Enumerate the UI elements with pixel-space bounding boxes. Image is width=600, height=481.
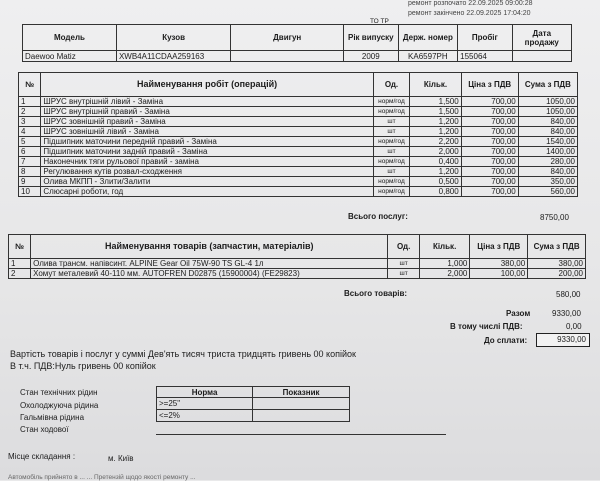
table-cell: 1,200 — [410, 127, 461, 137]
table-cell: шт — [388, 259, 420, 269]
works-header-cell: Найменування робіт (операцій) — [41, 73, 373, 97]
table-cell: 2,200 — [410, 137, 461, 147]
table-cell: 0,400 — [410, 157, 461, 167]
table-row — [19, 167, 578, 177]
vehicle-table — [22, 24, 572, 62]
tech-norm-cell: <=2% — [157, 410, 253, 422]
table-row — [19, 97, 578, 107]
table-cell: 700,00 — [461, 187, 518, 197]
table-cell: 1,500 — [410, 107, 461, 117]
place-value: м. Київ — [108, 454, 134, 463]
amount-words: Вартість товарів і послуг у суммі Дев'ять тисяч триста тридцять гривень 00 копійок — [10, 349, 356, 359]
tech-header-row — [157, 387, 350, 398]
vat-value: 0,00 — [566, 322, 582, 331]
table-cell: 5 — [19, 137, 41, 147]
tech-ind-cell — [253, 410, 350, 422]
table-cell: 2 — [9, 269, 31, 279]
table-cell: ШРУС зовнішній лівий - Заміна — [41, 127, 373, 137]
goods-header-cell: Кільк. — [419, 235, 469, 259]
vehicle-header-cell: Модель — [23, 25, 117, 51]
works-header-cell: Сума з ПДВ — [518, 73, 577, 97]
table-cell: шт — [373, 147, 410, 157]
tech-table — [156, 386, 350, 422]
table-cell: Слюсарні роботи, год — [41, 187, 373, 197]
table-cell: 8 — [19, 167, 41, 177]
vehicle-header-cell: Рік випуску — [344, 25, 399, 51]
table-cell: Регулювання кутів розвал-сходження — [41, 167, 373, 177]
vehicle-cell: 2009 — [344, 51, 399, 62]
vehicle-cell: 155064 — [458, 51, 512, 62]
table-cell: 1540,00 — [518, 137, 577, 147]
table-row — [19, 107, 578, 117]
table-cell: норм/год — [373, 97, 410, 107]
tech-title: Стан технічних рідин — [20, 388, 98, 397]
table-cell: 350,00 — [518, 177, 577, 187]
table-cell: шт — [373, 117, 410, 127]
goods-header-cell: Ціна з ПДВ — [470, 235, 528, 259]
table-cell: ШРУС внутрішній правий - Заміна — [41, 107, 373, 117]
table-cell: 1400,00 — [518, 147, 577, 157]
table-cell: 1,000 — [419, 259, 469, 269]
tech-row — [157, 398, 350, 410]
goods-header-cell: Сума з ПДВ — [528, 235, 586, 259]
works-total-value: 8750,00 — [540, 213, 569, 222]
table-cell: 1050,00 — [518, 107, 577, 117]
table-cell: 700,00 — [461, 157, 518, 167]
works-header-cell: Од. — [373, 73, 410, 97]
tech-row-label: Гальмівна рідина — [20, 413, 85, 422]
table-cell: 700,00 — [461, 107, 518, 117]
table-row — [19, 137, 578, 147]
razom-value: 9330,00 — [552, 309, 581, 318]
tech-row — [157, 410, 350, 422]
table-cell: 100,00 — [470, 269, 528, 279]
table-cell: 700,00 — [461, 147, 518, 157]
vehicle-header-cell: Дата продажу — [512, 25, 571, 51]
table-cell: 1,200 — [410, 167, 461, 177]
vehicle-header-cell: Пробіг — [458, 25, 512, 51]
goods-total-value: 580,00 — [556, 290, 581, 299]
vehicle-header-cell: Двигун — [231, 25, 344, 51]
table-cell: Підшипник маточини задній правий - Заміна — [41, 147, 373, 157]
tech-norm-cell: >=25" — [157, 398, 253, 410]
to-tr-label: ТО ТР — [370, 18, 389, 25]
vehicle-data-row — [23, 51, 572, 62]
table-cell: ШРУС внутрішній лівий - Заміна — [41, 97, 373, 107]
goods-header-row — [9, 235, 586, 259]
works-header-cell: № — [19, 73, 41, 97]
table-cell: 700,00 — [461, 177, 518, 187]
table-cell: 380,00 — [528, 259, 586, 269]
table-cell: ШРУС зовнішній правий - Заміна — [41, 117, 373, 127]
table-cell: 1 — [19, 97, 41, 107]
tech-ind-cell — [253, 398, 350, 410]
goods-table — [8, 234, 586, 279]
bottom-cut-text: Автомобіль прийнято в ... ... Претензій щодо якості ремонту ... — [8, 474, 196, 481]
table-row — [19, 187, 578, 197]
table-cell: норм/год — [373, 137, 410, 147]
table-cell: 2,000 — [419, 269, 469, 279]
table-cell: 6 — [19, 147, 41, 157]
table-cell: 3 — [19, 117, 41, 127]
table-cell: норм/год — [373, 177, 410, 187]
table-cell: 700,00 — [461, 97, 518, 107]
goods-total-label: Всього товарів: — [344, 289, 408, 298]
place-label: Місце складання : — [8, 452, 76, 461]
table-cell: шт — [373, 127, 410, 137]
tech-row-label: Стан ходової — [20, 425, 69, 434]
table-cell: 1,200 — [410, 117, 461, 127]
vehicle-header-cell: Кузов — [116, 25, 230, 51]
table-cell: 560,00 — [518, 187, 577, 197]
works-header-cell: Кільк. — [410, 73, 461, 97]
table-cell: норм/год — [373, 107, 410, 117]
vehicle-cell — [231, 51, 344, 62]
table-cell: 7 — [19, 157, 41, 167]
table-cell: 840,00 — [518, 167, 577, 177]
table-cell: 1 — [9, 259, 31, 269]
table-row — [9, 259, 586, 269]
table-cell: 700,00 — [461, 117, 518, 127]
goods-header-cell: Од. — [388, 235, 420, 259]
table-cell: 1,500 — [410, 97, 461, 107]
table-row — [9, 269, 586, 279]
table-cell: 840,00 — [518, 117, 577, 127]
table-cell: 380,00 — [470, 259, 528, 269]
vehicle-cell: KA6597PH — [398, 51, 458, 62]
table-cell: 700,00 — [461, 127, 518, 137]
vat-label: В тому числі ПДВ: — [450, 322, 523, 331]
table-cell: 4 — [19, 127, 41, 137]
table-cell: шт — [373, 167, 410, 177]
tech-underline — [156, 434, 446, 435]
table-cell: 280,00 — [518, 157, 577, 167]
table-cell: Хомут металевий 40-110 мм. AUTOFREN D02875 (15900004) (FE29823) — [31, 269, 388, 279]
table-cell: норм/год — [373, 187, 410, 197]
table-cell: 840,00 — [518, 127, 577, 137]
goods-header-cell: Найменування товарів (запчастин, матеріалів) — [31, 235, 388, 259]
table-cell: Наконечник тяги рульової правий - заміна — [41, 157, 373, 167]
works-header-cell: Ціна з ПДВ — [461, 73, 518, 97]
works-total-label: Всього послуг: — [348, 212, 408, 221]
table-row — [19, 147, 578, 157]
table-row — [19, 177, 578, 187]
vat-words: В т.ч. ПДВ:Нуль гривень 00 копійок — [10, 361, 156, 371]
tech-row-label: Охолоджуюча рідина — [20, 401, 99, 410]
tech-header-cell: Норма — [157, 387, 253, 398]
vehicle-header-cell: Держ. номер — [398, 25, 458, 51]
repair-end: ремонт закінчено 22.09.2025 17:04:20 — [408, 10, 531, 17]
works-header-row — [19, 73, 578, 97]
tech-header-cell: Показник — [253, 387, 350, 398]
pay-box — [536, 333, 590, 347]
table-cell: 0,500 — [410, 177, 461, 187]
works-table — [18, 72, 578, 197]
table-cell: 0,800 — [410, 187, 461, 197]
table-cell: 1050,00 — [518, 97, 577, 107]
vehicle-cell — [512, 51, 571, 62]
pay-label: До сплати: — [484, 336, 528, 345]
table-cell: норм/год — [373, 157, 410, 167]
table-row — [19, 157, 578, 167]
table-row — [19, 127, 578, 137]
table-cell: 10 — [19, 187, 41, 197]
table-cell: 200,00 — [528, 269, 586, 279]
vehicle-cell: Daewoo Matiz — [23, 51, 117, 62]
vehicle-cell: XWB4A11CDAA259163 — [116, 51, 230, 62]
razom-label: Разом — [506, 309, 531, 318]
table-cell: Підшипник маточини передній правий - Заміна — [41, 137, 373, 147]
table-cell: 9 — [19, 177, 41, 187]
table-cell: 700,00 — [461, 137, 518, 147]
table-cell: 2 — [19, 107, 41, 117]
table-cell: 700,00 — [461, 167, 518, 177]
vehicle-header-row — [23, 25, 572, 51]
table-row — [19, 117, 578, 127]
repair-start: ремонт розпочато 22.09.2025 09:00:28 — [408, 0, 533, 7]
goods-header-cell: № — [9, 235, 31, 259]
table-cell: Олива МКПП - Злити/Залити — [41, 177, 373, 187]
pay-value: 9330,00 — [557, 335, 586, 344]
table-cell: 2,000 — [410, 147, 461, 157]
table-cell: шт — [388, 269, 420, 279]
table-cell: Олива трансм. напівсинт. ALPINE Gear Oil 75W-90 TS GL-4 1л — [31, 259, 388, 269]
